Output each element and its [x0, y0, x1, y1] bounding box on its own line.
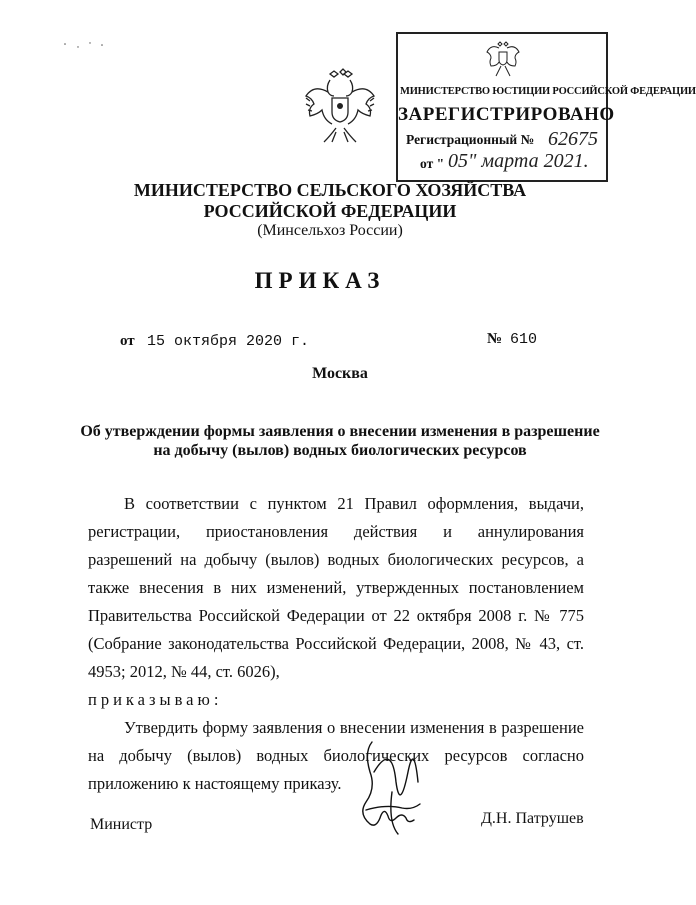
stamp-reg-number-label: Регистрационный № [406, 132, 535, 147]
signatory-name: Д.Н. Патрушев [481, 810, 584, 827]
scan-speckles [60, 38, 120, 58]
city: Москва [312, 365, 368, 382]
registration-stamp [396, 32, 696, 182]
number-label: № [487, 331, 503, 347]
coat-of-arms-icon [300, 68, 380, 150]
signatory-title: Министр [90, 816, 153, 833]
stamp-date-label: от " [420, 156, 445, 171]
document-title-line1: Об утверждении формы заявления о внесении изменения в разрешение [80, 423, 600, 440]
order-number: 610 [510, 331, 538, 348]
stamp-registered-label: ЗАРЕГИСТРИРОВАНО [398, 104, 615, 125]
stamp-coat-of-arms-icon [486, 40, 520, 80]
document-title [80, 422, 600, 460]
stamp-reg-number: 62675 [548, 128, 598, 150]
body-paragraph-2: Утвердить форму заявления о внесении изменения в разрешение на добычу (вылов) водных биологических ресурсов согласно приложению к настоящему приказу. [88, 718, 584, 793]
order-date: 15 октября 2020 г. [147, 333, 310, 350]
stamp-date-value: 05" марта 2021. [448, 150, 589, 172]
order-heading: ПРИКАЗ [254, 268, 386, 293]
document-title-line2: на добычу (вылов) водных биологических ресурсов [153, 442, 527, 459]
ministry-name [120, 180, 540, 222]
handwritten-signature [352, 732, 428, 844]
ministry-name-line2: РОССИЙСКОЙ ФЕДЕРАЦИИ [203, 201, 457, 221]
stamp-ministry-name: МИНИСТЕРСТВО ЮСТИЦИИ РОССИЙСКОЙ ФЕДЕРАЦИИ [400, 86, 696, 97]
order-word: приказываю: [88, 690, 223, 709]
ministry-name-line1: МИНИСТЕРСТВО СЕЛЬСКОГО ХОЗЯЙСТВА [133, 180, 527, 200]
body-paragraph-1: В соответствии с пунктом 21 Правил оформления, выдачи, регистрации, приостановления действия и аннулирования разрешений на добычу (вылов) водных биологических ресурсов, а также внесения в них изменений, утвержденных постановлением Правительства Российской Федерации от 22 октября 2008 г. № 775 (Собрание законодательства Российской Федерации, 2008, № 43, ст. 4953; 2012, № 44, ст. 6026), [88, 494, 584, 681]
ministry-short-name: (Минсельхоз России) [257, 222, 403, 239]
document-body [88, 490, 584, 798]
date-prefix: от [120, 333, 135, 349]
